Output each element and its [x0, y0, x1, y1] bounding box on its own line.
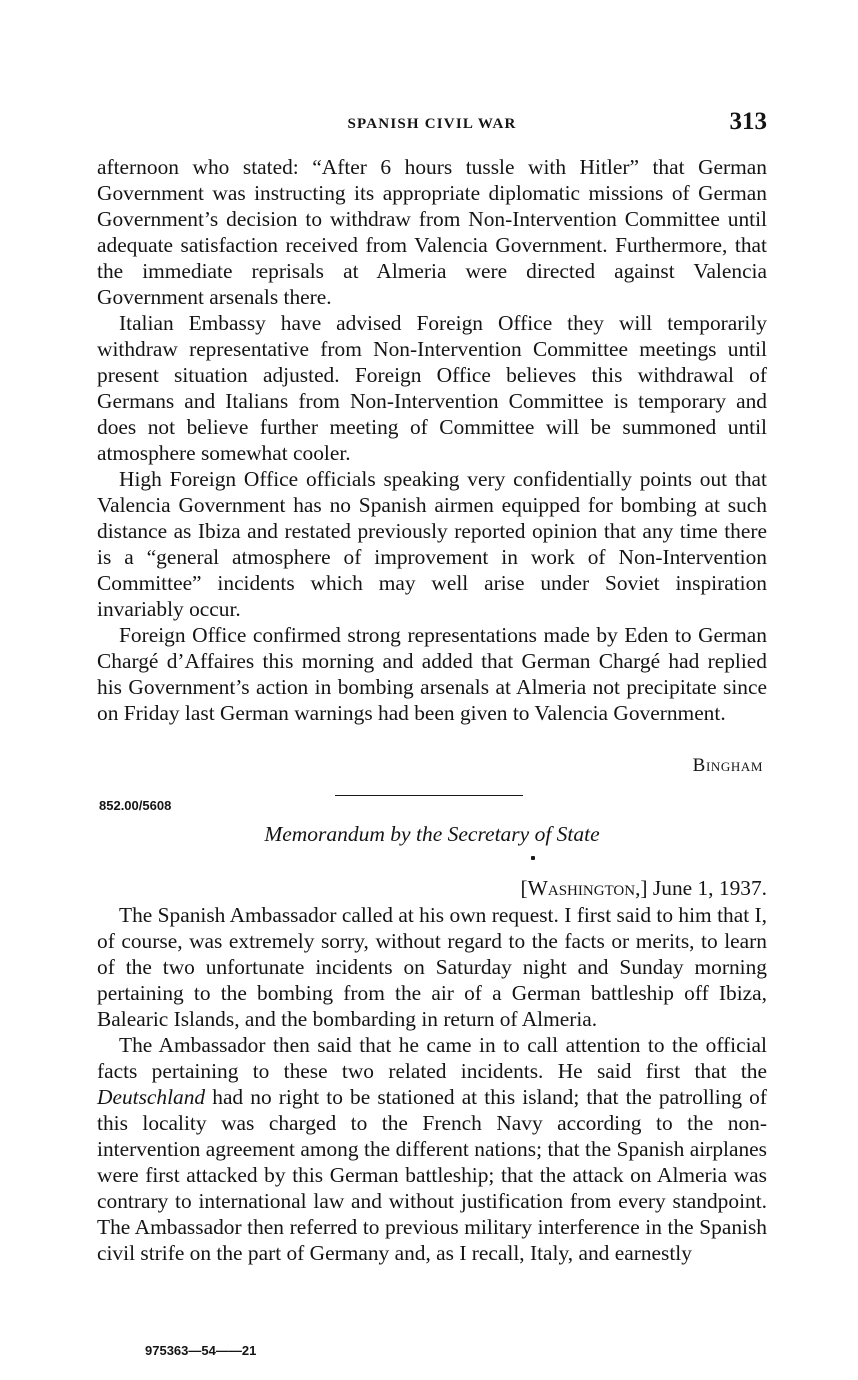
dateline — [521, 876, 767, 901]
section-divider — [335, 795, 523, 796]
telegram-body — [97, 154, 767, 726]
memorandum-title: Memorandum by the Secretary of State — [264, 822, 600, 846]
memorandum-body — [97, 902, 767, 1266]
signature: Bingham — [692, 755, 763, 776]
document-page — [97, 0, 767, 1380]
telegram-paragraph-3: High Foreign Office officials speaking very confidentially points out that Valencia Government has no Spanish airmen equipped for bombing at such distance as Ibiza and restated previously reported opinion that any time there is a “general atmosphere of improvement in work of Non-Intervention Committee” incidents which may well arise under Soviet inspiration invariably occur. — [97, 467, 767, 621]
telegram-paragraph-1: afternoon who stated: “After 6 hours tussle with Hitler” that German Government was instructing its appropriate diplomatic missions of German Government’s decision to withdraw from Non-Intervention Committee until adequate satisfaction received from Valencia Government. Furthermore, that the immediate reprisals at Almeria were directed against Valencia Government arsenals there. — [97, 155, 767, 309]
paragraph-text-end: had no right to be stationed at this island; that the patrolling of this locality was charged to the French Navy according to the non-intervention agreement among the different nations; that the Spanish airplanes were first attacked by this German battleship; that the attack on Almeria was contrary to international law and without justification from every standpoint. The Ambassador then referred to previous military interference in the Spanish civil strife on the part of Germany and, as I recall, Italy, and earnestly — [97, 1085, 767, 1265]
printer-imprint: 975363—54——21 — [145, 1343, 257, 1358]
printer-mark — [531, 856, 535, 860]
memorandum-paragraph-1: The Spanish Ambassador called at his own request. I first said to him that I, of course, was extremely sorry, without regard to the facts or merits, to learn of the two unfortunate incidents on Saturday night and Sunday morning pertaining to the bombing from the air of a German battleship off Ibiza, Balearic Islands, and the bombarding in return of Almeria. — [97, 903, 767, 1031]
running-head — [97, 108, 767, 140]
ship-name: Deutschland — [97, 1085, 206, 1109]
page-number: 313 — [729, 108, 767, 135]
file-number: 852.00/5608 — [99, 798, 172, 813]
telegram-paragraph-4: Foreign Office confirmed strong representations made by Eden to German Chargé d’Affaires this morning and added that German Chargé had replied his Government’s action in bombing arsenals at Almeria not precipitate since on Friday last German warnings had been given to Valencia Government. — [97, 623, 767, 725]
paragraph-text-start: The Ambassador then said that he came in to call attention to the official facts pertaining to these two related incidents. He said first that the — [97, 1033, 767, 1083]
telegram-paragraph-2: Italian Embassy have advised Foreign Office they will temporarily withdraw representative from Non-Intervention Committee meetings until present situation adjusted. Foreign Office believes this withdrawal of Germans and Italians from Non-Intervention Committee is temporary and does not believe further meeting of Committee will be summoned until atmosphere somewhat cooler. — [97, 311, 767, 465]
dateline-date: June 1, 1937. — [652, 876, 767, 900]
memorandum-paragraph-2 — [97, 1032, 767, 1266]
running-title: SPANISH CIVIL WAR — [347, 116, 517, 132]
dateline-place: [Washington,] — [520, 876, 648, 900]
